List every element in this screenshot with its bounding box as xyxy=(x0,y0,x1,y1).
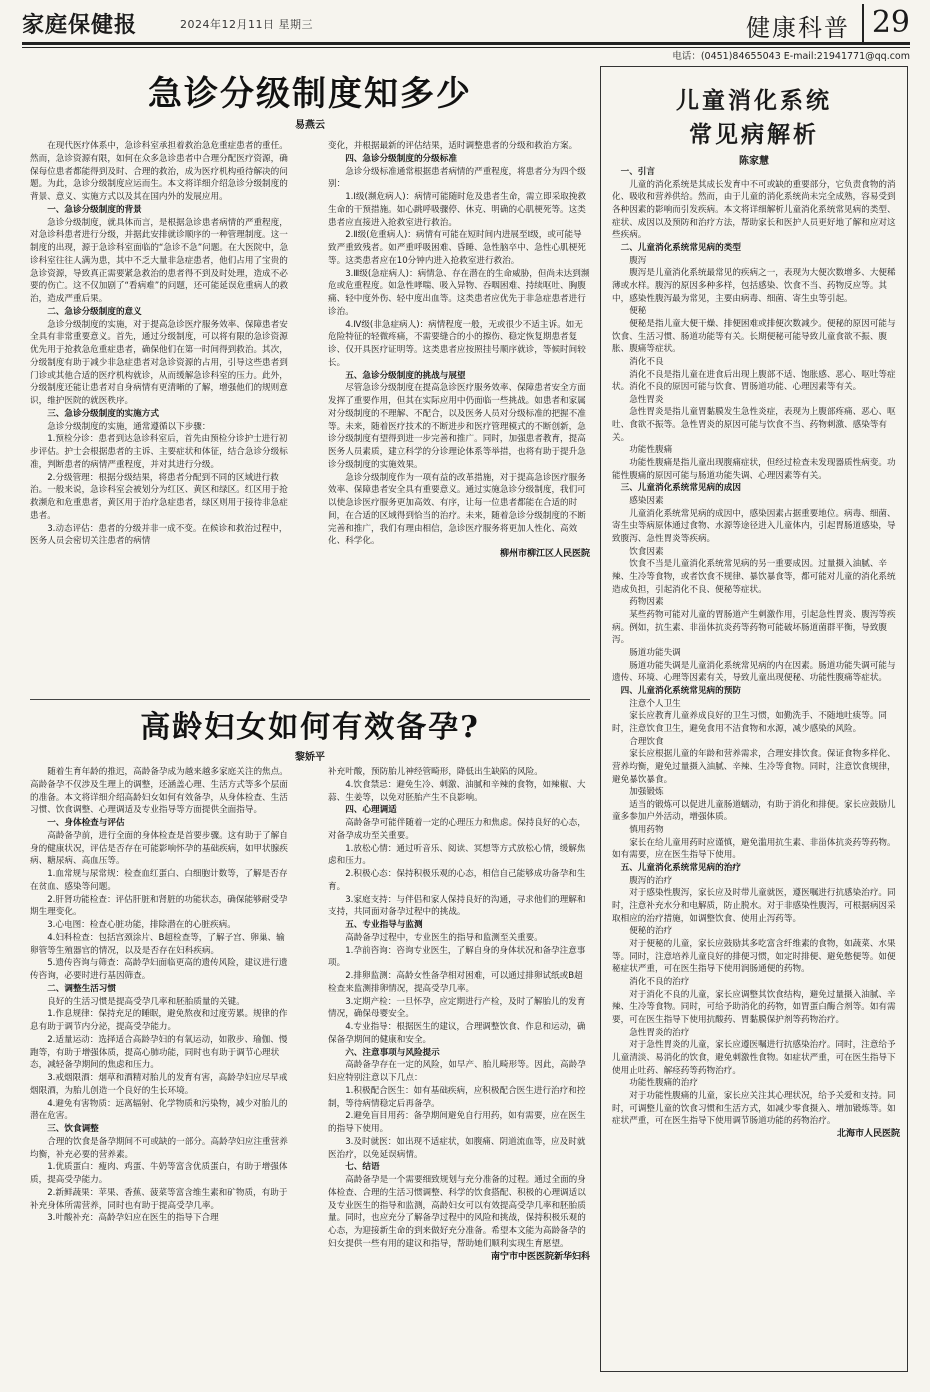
article-3-title xyxy=(608,84,900,152)
paragraph: 对于急性胃炎的儿童，家长应遵医嘱进行抗感染治疗。同时，注意给予儿童清淡、易消化的饮食，避免刺激性食物。如症状严重，可在医生指导下使用止吐药、解痉药等药物治疗。 xyxy=(612,1040,896,1076)
section-heading: 六、注意事项与风险提示 xyxy=(345,1047,440,1058)
subheading: 急性胃炎的治疗 xyxy=(629,1027,690,1038)
paragraph: 功能性腹痛是指儿童出现腹痛症状，但经过检查未发现器质性病变。功能性腹痛的原因可能与肠道功能失调、心理因素等有关。 xyxy=(612,458,896,481)
subheading: 功能性腹痛的治疗 xyxy=(629,1078,698,1089)
article-1-col-2 xyxy=(328,140,590,694)
article-2-body xyxy=(30,766,590,1370)
paragraph: 腹泻是儿童消化系统最常见的疾病之一，表现为大便次数增多、大便稀薄或水样。腹泻的原因多种多样，包括感染、饮食不当、药物反应等。其中，感染性腹泻最为常见，主要由病毒、细菌、寄生虫等引起。 xyxy=(612,268,896,304)
paragraph: 2.Ⅱ级(危重病人)：病情有可能在短时间内进展至Ⅰ级，或可能导致严重致残者。如严重呼吸困难、昏睡、急性脑卒中、急性心肌梗死等。这类患者应在10分钟内进入抢救室进行救治。 xyxy=(328,230,586,266)
subheading: 消化不良 xyxy=(629,356,664,367)
article-1-author: 易燕云 xyxy=(295,120,325,131)
paragraph: 1.放松心情：通过听音乐、阅读、冥想等方式放松心情，缓解焦虑和压力。 xyxy=(328,843,586,867)
paragraph: 2.避免盲目用药：备孕期间避免自行用药，如有需要，应在医生的指导下使用。 xyxy=(328,1111,586,1134)
paragraph: 在现代医疗体系中，急诊科室承担着救治急危重症患者的重任。然而，急诊资源有限，如何在众多急诊患者中合理分配医疗资源，确保每位患者都能得到及时、合理的救治，成为医疗机构亟待解决的问题。为此，急诊分级制度应运而生。本文将详细介绍急诊分级制度的背景、意义、实施方式以及其在国内外的发展应用。 xyxy=(30,141,288,202)
paragraph: 3.定期产检：一旦怀孕，应定期进行产检，及时了解胎儿的发育情况，确保母婴安全。 xyxy=(328,996,586,1020)
paragraph: 3.戒烟限酒：烟草和酒精对胎儿的发育有害，高龄孕妇应尽早戒烟限酒，为胎儿创造一个良好的生长环境。 xyxy=(30,1073,288,1096)
paragraph: 消化不良是指儿童在进食后出现上腹部不适、饱胀感、恶心、呕吐等症状。消化不良的原因可能与饮食、胃肠道功能、心理因素等有关。 xyxy=(612,369,896,393)
paragraph: 高龄备孕过程中，专业医生的指导和监测至关重要。 xyxy=(345,932,543,943)
divider xyxy=(30,699,590,700)
paragraph: 2.肝肾功能检查：评估肝脏和肾脏的功能状态，确保能够耐受孕期生理变化。 xyxy=(30,894,288,918)
subheading: 感染因素 xyxy=(629,496,664,507)
section-heading: 五、专业指导与监测 xyxy=(345,920,423,930)
article-3-title-line-1: 儿童消化系统 xyxy=(676,87,832,114)
paragraph: 合理的饮食是备孕期间不可或缺的一部分。高龄孕妇应注重营养均衡，补充必要的营养素。 xyxy=(30,1136,288,1160)
paragraph: 3.动态评估：患者的分级并非一成不变。在候诊和救治过程中，医务人员会密切关注患者的病情 xyxy=(30,523,288,547)
paragraph: 变化，并根据最新的评估结果，适时调整患者的分级和救治方案。 xyxy=(328,141,578,151)
section-heading: 一、身体检查与评估 xyxy=(47,818,125,828)
paragraph: 3.心电图：检查心脏功能，排除潜在的心脏疾病。 xyxy=(47,920,236,930)
paragraph: 4.Ⅳ级(非急症病人)：病情程度一般，无或很少不适主诉。如无危险特征的轻微疼痛，不需要缝合的小的擦伤、稳定恢复期患者复诊、仅开具医疗证明等。这类患者应按照挂号顺序就诊，等候时间较长。 xyxy=(328,319,586,368)
paragraph: 急性胃炎是指儿童胃黏膜发生急性炎症，表现为上腹部疼痛、恶心、呕吐、食欲不振等。急性胃炎的原因可能与饮食不当、药物刺激、感染等有关。 xyxy=(612,407,896,443)
section-name: 健康科普 xyxy=(746,14,850,42)
paragraph: 1.血常规与尿常规：检查血红蛋白、白细胞计数等，了解是否存在贫血、感染等问题。 xyxy=(30,869,288,892)
section-heading: 三、儿童消化系统常见病的成因 xyxy=(620,483,741,494)
issue-date: 2024年12月11日 星期三 xyxy=(180,18,313,31)
paragraph: 急诊分级制度作为一项有益的改革措施，对于提高急诊医疗服务效率、保障患者安全具有重要意义。通过实施急诊分级制度，我们可以使急诊医疗服务更加高效、有序，让每一位患者都能在合适的时间，在合适的区域得到恰当的治疗。未来，随着急诊分级制度的不断完善和推广，我们有理由相信，急诊医疗服务将更加人性化、高效化、科学化。 xyxy=(328,472,586,547)
section-heading: 五、儿童消化系统常见病的治疗 xyxy=(620,863,741,874)
paragraph: 家长在给儿童用药时应谨慎，避免滥用抗生素、非甾体抗炎药等药物。如有需要，应在医生指导下使用。 xyxy=(612,837,896,861)
paragraph: 2.分级管理：根据分级结果，将患者分配到不同的区域进行救治。一般来说，急诊科室会被划分为红区、黄区和绿区。红区用于抢救濒危和危重患者，黄区用于治疗急症患者，绿区则用于接待非急症患者。 xyxy=(30,472,288,521)
paragraph: 家长应教育儿童养成良好的卫生习惯，如勤洗手、不随地吐痰等。同时，注意饮食卫生，避免食用不洁食物和水源，减少感染的风险。 xyxy=(612,711,888,734)
paragraph: 某些药物可能对儿童的胃肠道产生刺激作用，引起急性胃炎、腹泻等疾病。例如，抗生素、非甾体抗炎药等药物可能破坏肠道菌群平衡，导致腹泻。 xyxy=(612,609,896,646)
paragraph: 家长应根据儿童的年龄和营养需求，合理安排饮食。保证食物多样化、营养均衡，避免过量摄入油腻、辛辣、生冷等食物。同时，注意饮食规律，避免暴饮暴食。 xyxy=(612,749,896,785)
paragraph: 高龄备孕前，进行全面的身体检查是首要步骤。这有助于了解自身的健康状况，评估是否存在可能影响怀孕的基础疾病，如甲状腺疾病、糖尿病、高血压等。 xyxy=(30,830,288,867)
paragraph: 3.家庭支持：与伴侣和家人保持良好的沟通，寻求他们的理解和支持，共同面对备孕过程中的挑战。 xyxy=(328,894,586,918)
section-heading: 七、结语 xyxy=(345,1162,380,1173)
paragraph: 2.积极心态：保持积极乐观的心态，相信自己能够成功备孕和生育。 xyxy=(328,869,586,892)
paragraph: 高龄备孕存在一定的风险，如早产、胎儿畸形等。因此，高龄孕妇应特别注意以下几点： xyxy=(328,1060,586,1083)
paragraph: 急诊分级制度的实施，对于提高急诊医疗服务效率、保障患者安全具有非常重要意义。首先，通过分级制度，可以将有限的急诊资源优先用于抢救急危重症患者，确保他们在第一时间得到救治。其次，分级制度有助于减少非急症患者对急诊资源的占用，引导这些患者到门诊或其他合适的医疗机构就诊，从而缓解急诊科室的压力。此外，分级制度还能让患者对自身病情有更清晰的了解，增强他们的规则意识，维护医院的就医秩序。 xyxy=(30,319,288,406)
subheading: 功能性腹痛 xyxy=(629,445,673,456)
masthead-rule xyxy=(22,42,910,45)
section-heading: 四、心理调适 xyxy=(345,805,397,816)
paragraph: 肠道功能失调是儿童消化系统常见病的内在因素。肠道功能失调可能与遗传、环境、心理等因素有关，导致儿童出现便秘、功能性腹痛等症状。 xyxy=(612,660,896,684)
paragraph: 急诊分级制度的实施，通常遵循以下步骤： xyxy=(47,421,211,432)
paragraph: 5.遗传咨询与筛查：高龄孕妇面临更高的遗传风险，建议进行遗传咨询，必要时进行基因筛查。 xyxy=(30,958,288,981)
paragraph: 高龄备孕可能伴随着一定的心理压力和焦虑。保持良好的心态，对备孕成功至关重要。 xyxy=(328,818,586,841)
newspaper-name: 家庭保健报 xyxy=(22,12,138,38)
paragraph: 儿童的消化系统是其成长发育中不可或缺的重要部分，它负责食物的消化、吸收和营养供给。然而，由于儿童的消化系统尚未完全成熟，容易受到各种因素的影响而引发疾病。本文将详细解析儿童消化系统常见病的类型、症状、成因以及预防和治疗方法，帮助家长和医护人员更好地了解和应对这些疾病。 xyxy=(612,179,896,241)
paragraph: 急诊分级标准通常根据患者病情的严重程度，将患者分为四个级别： xyxy=(328,166,586,190)
article-2-author: 黎娇平 xyxy=(295,752,325,763)
paragraph: 尽管急诊分级制度在提高急诊医疗服务效率、保障患者安全方面发挥了重要作用，但其在实际应用中仍面临一些挑战。如患者和家属对分级制度的不理解、不配合，以及医务人员对分级标准的把握不准等。未来，随着医疗技术的不断进步和医疗管理模式的不断创新，急诊分级制度有望得到进一步完善和推广。同时，加强患者教育，提高医务人员素质，建立科学的分诊理论体系等举措，也将有助于提升急诊分级制度的实施效果。 xyxy=(328,383,586,470)
article-3-body xyxy=(612,166,900,1364)
paragraph: 2.排卵监测：高龄女性备孕相对困难，可以通过排卵试纸或B超检查来监测排卵情况，提高受孕几率。 xyxy=(328,971,583,994)
subheading: 注意个人卫生 xyxy=(629,698,681,709)
subheading: 慎用药物 xyxy=(629,825,664,836)
article-3-title-line-2: 常见病解析 xyxy=(689,121,819,148)
source-credit: 柳州市柳江区人民医院 xyxy=(499,549,590,559)
source-credit: 南宁市中医医院新华妇科 xyxy=(490,1251,590,1262)
paragraph: 对于消化不良的儿童，家长应调整其饮食结构，避免过量摄入油腻、辛辣、生冷等食物。同时，可给予助消化的药物，如胃蛋白酶合剂等。如有需要，可在医生指导下使用抗酸药、胃黏膜保护剂等药物治疗。 xyxy=(612,989,896,1025)
article-1-title: 急诊分级制度知多少 xyxy=(148,74,472,114)
section-heading: 一、引言 xyxy=(620,167,655,177)
article-1-body xyxy=(30,140,590,694)
paragraph: 3.Ⅲ级(急症病人)：病情急、存在潜在的生命威胁，但尚未达到濒危或危重程度。如急性哮喘、吸入异物、吞咽困难、持续呕吐、胸腹痛、轻中度外伤、轻中度出血等。这类患者应优先于非急症患者进行诊治。 xyxy=(328,268,590,317)
paragraph: 随着生育年龄的推迟，高龄备孕成为越来越多家庭关注的焦点。高龄备孕不仅涉及生理上的调整，还涵盖心理、生活方式等多个层面的准备。本文将详细介绍高龄妇女如何有效备孕，从身体检查、生活习惯、饮食调整、心理调适及专业指导等方面提供全面指导。 xyxy=(30,767,288,816)
paragraph: 1.优质蛋白：瘦肉、鸡蛋、牛奶等富含优质蛋白，有助于增强体质，提高受孕能力。 xyxy=(30,1162,288,1185)
section-heading: 五、急诊分级制度的挑战与展望 xyxy=(345,370,466,381)
article-1-col-1 xyxy=(30,140,292,694)
subheading: 加强锻炼 xyxy=(629,787,664,798)
subheading: 便秘的治疗 xyxy=(629,926,673,937)
section-heading: 三、急诊分级制度的实施方式 xyxy=(47,408,159,419)
section-heading: 四、急诊分级制度的分级标准 xyxy=(345,153,457,164)
subheading: 急性胃炎 xyxy=(629,394,664,405)
paragraph: 儿童消化系统常见病的成因中，感染因素占据重要地位。病毒、细菌、寄生虫等病原体通过食物、水源等途径进入儿童体内，引起胃肠道感染，导致腹泻、急性胃炎等疾病。 xyxy=(612,508,896,545)
paragraph: 4.避免有害物质：远离辐射、化学物质和污染物，减少对胎儿的潜在危害。 xyxy=(30,1098,288,1122)
paragraph: 4.饮食禁忌：避免生冷、刺激、油腻和辛辣的食物，如辣椒、大蒜、生姜等，以免对胚胎产生不良影响。 xyxy=(328,779,586,803)
paragraph: 2.适量运动：选择适合高龄孕妇的有氧运动，如散步、瑜伽、慢跑等，有助于增强体质，提高心肺功能，同时也有助于调节心理状态，减轻备孕期间的焦虑和压力。 xyxy=(30,1034,288,1071)
section-heading: 一、急诊分级制度的背景 xyxy=(47,204,142,215)
subheading: 腹泻的治疗 xyxy=(629,875,673,886)
subheading: 便秘 xyxy=(629,306,647,317)
subheading: 饮食因素 xyxy=(629,546,664,557)
paragraph: 补充叶酸，预防胎儿神经管畸形，降低出生缺陷的风险。 xyxy=(328,767,543,777)
paragraph: 1.Ⅰ级(濒危病人)：病情可能随时危及患者生命，需立即采取挽救生命的干预措施。如心跳呼吸骤停、休克、明确的心肌梗死等。这类患者应直接进入抢救室进行救治。 xyxy=(328,192,587,228)
paragraph: 4.专业指导：根据医生的建议，合理调整饮食、作息和运动，确保备孕期间的健康和安全。 xyxy=(328,1022,586,1045)
subheading: 合理饮食 xyxy=(629,736,664,747)
masthead xyxy=(22,5,910,42)
contact-info: 电话：(0451)84655043 E-mail:21941771@qq.com xyxy=(672,51,910,62)
subheading: 肠道功能失调 xyxy=(629,647,681,658)
article-3-author: 陈家慧 xyxy=(739,156,769,167)
subheading: 药物因素 xyxy=(629,597,664,608)
paragraph: 对于便秘的儿童，家长应鼓励其多吃富含纤维素的食物，如蔬菜、水果等。同时，注意培养儿童良好的排便习惯，如定时排便、避免憋便等。如便秘症状严重，可在医生指导下使用润肠通便的药物。 xyxy=(612,939,896,975)
subheading: 腹泻 xyxy=(629,255,647,266)
section-heading: 四、儿童消化系统常见病的预防 xyxy=(620,685,741,696)
paragraph: 适当的锻炼可以促进儿童肠道蠕动，有助于消化和排便。家长应鼓励儿童多参加户外活动，增强体质。 xyxy=(612,799,896,823)
paragraph: 对于功能性腹痛的儿童，家长应关注其心理状况，给予关爱和支持。同时，可调整儿童的饮食习惯和生活方式，如减少零食摄入、增加锻炼等。如症状严重，可在医生指导下使用调节肠道功能的药物治疗。 xyxy=(612,1090,896,1127)
paragraph: 高龄备孕是一个需要细致规划与充分准备的过程。通过全面的身体检查、合理的生活习惯调整、科学的饮食搭配、积极的心理调适以及专业医生的指导和监测，高龄妇女可以有效提高受孕几率和胚胎质量。同时，也应充分了解备孕过程中的风险和挑战，保持积极乐观的心态，为迎接新生命的到来做好充分准备。希望本文能为高龄备孕的妇女提供一些有用的建议和指导，帮助她们顺利实现生育愿望。 xyxy=(328,1175,586,1249)
paragraph: 良好的生活习惯是提高受孕几率和胚胎质量的关键。 xyxy=(47,996,245,1007)
paragraph: 便秘是指儿童大便干燥、排便困难或排便次数减少。便秘的原因可能与饮食、生活习惯、肠道功能等有关。长期便秘可能导致儿童食欲不振、腹胀、腹痛等症状。 xyxy=(612,318,896,355)
paragraph: 4.妇科检查：包括宫颈涂片、B超检查等，了解子宫、卵巢、输卵管等生殖器官的情况，以及是否存在妇科疾病。 xyxy=(30,932,285,956)
paragraph: 2.新鲜蔬果：苹果、香蕉、菠菜等富含维生素和矿物质，有助于补充身体所需营养，同时也有助于提高受孕几率。 xyxy=(30,1187,288,1211)
source-credit: 北海市人民医院 xyxy=(836,1128,900,1139)
section-heading: 二、儿童消化系统常见病的类型 xyxy=(620,242,741,253)
subheading: 消化不良的治疗 xyxy=(629,977,690,987)
page-number: 29 xyxy=(862,4,910,42)
paragraph: 急诊分级制度，就具体而言，是根据急诊患者病情的严重程度，对急诊科患者进行分级，并据此安排就诊顺序的一种管理制度。这一制度的出现，源于急诊科室面临的“急诊不急”问题。在大医院中，急诊科室往往人满为患，其中不乏大量非急症患者，他们占用了宝贵的急诊资源，导致真正需要紧急救治的患者得不到及时处理，造成不必要的伤亡。这不仅加剧了“看病难”的问题，还可能延误危重病人的救治，造成严重后果。 xyxy=(30,217,289,304)
paragraph: 1.孕前咨询：咨询专业医生，了解自身的身体状况和备孕注意事项。 xyxy=(328,945,586,969)
article-2-title: 高龄妇女如何有效备孕? xyxy=(140,710,480,745)
article-2-col-1 xyxy=(30,766,292,1370)
paragraph: 1.积极配合医生：如有基础疾病，应积极配合医生进行治疗和控制，等待病情稳定后再备孕。 xyxy=(328,1085,586,1109)
paragraph: 1.作息规律：保持充足的睡眠，避免熬夜和过度劳累。规律的作息有助于调节内分泌，提高受孕能力。 xyxy=(30,1009,288,1032)
article-2-col-2 xyxy=(328,766,590,1370)
paragraph: 1.预检分诊：患者到达急诊科室后，首先由预检分诊护士进行初步评估。护士会根据患者的主诉、主要症状和体征，结合急诊分级标准，判断患者的病情严重程度，并对其进行分级。 xyxy=(30,434,288,470)
paragraph: 3.叶酸补充：高龄孕妇应在医生的指导下合理 xyxy=(47,1213,219,1224)
paragraph: 对于感染性腹泻，家长应及时带儿童就医，遵医嘱进行抗感染治疗。同时，注意补充水分和电解质，防止脱水。对于非感染性腹泻，可根据病因采取相应的治疗措施，如调整饮食、使用止泻药等。 xyxy=(612,888,896,924)
section-heading: 二、调整生活习惯 xyxy=(47,983,116,994)
paragraph: 饮食不当是儿童消化系统常见病的另一重要成因。过量摄入油腻、辛辣、生冷等食物，或者饮食不规律、暴饮暴食等，都可能对儿童的消化系统造成负担，引起消化不良、便秘等症状。 xyxy=(612,559,896,595)
paragraph: 3.及时就医：如出现不适症状，如腹痛、阴道流血等，应及时就医治疗，以免延误病情。 xyxy=(328,1136,586,1160)
section-heading: 三、饮食调整 xyxy=(47,1124,99,1134)
section-heading: 二、急诊分级制度的意义 xyxy=(47,306,142,317)
